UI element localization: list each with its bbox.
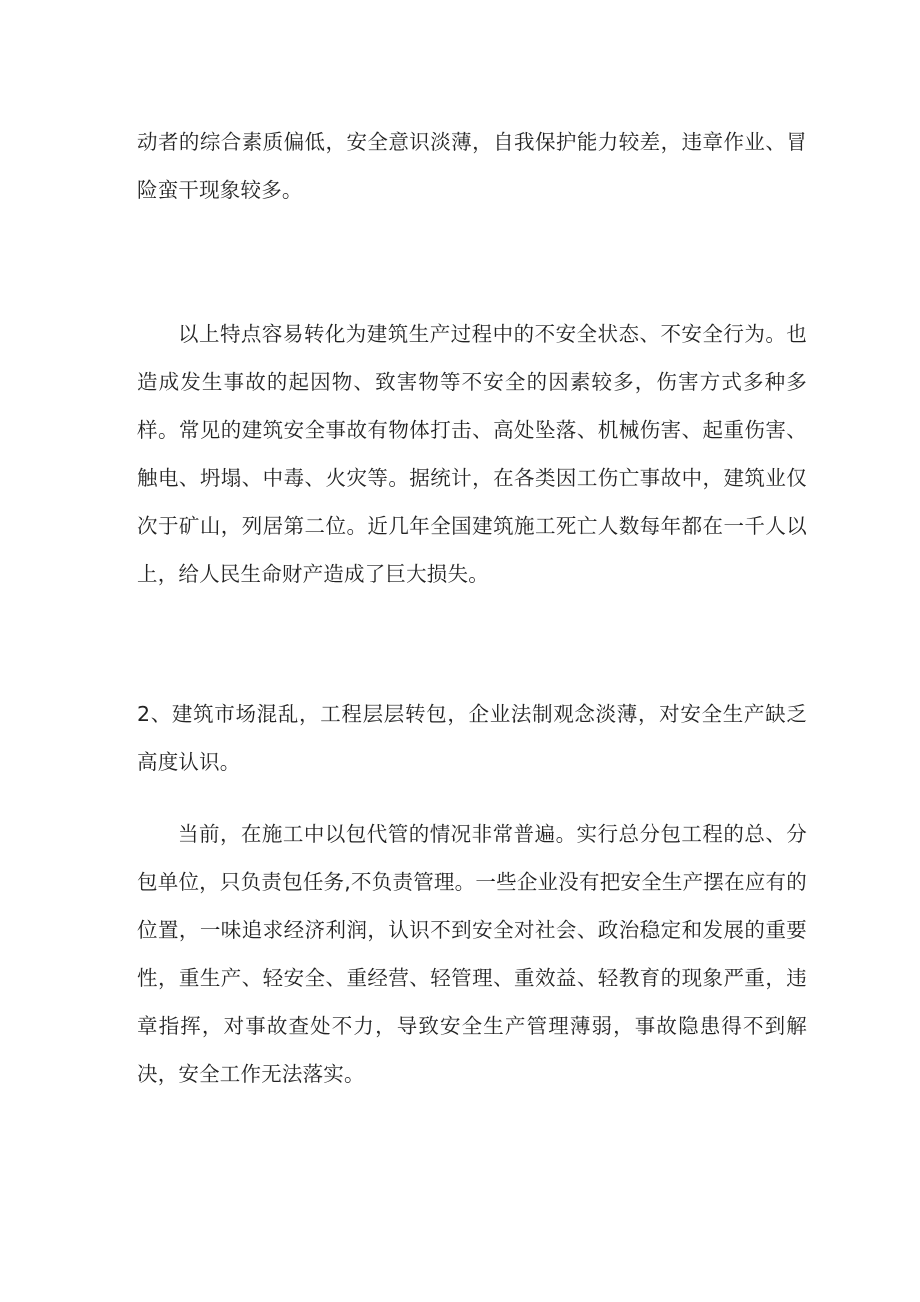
paragraph-accident-characteristics: 以上特点容易转化为建筑生产过程中的不安全状态、不安全行为。也造成发生事故的起因物、致害物等不安全的因素较多，伤害方式多种多样。常见的建筑安全事故有物体打击、高处坠落、机械伤害、起重伤害、触电、坍塌、中毒、火灾等。据统计，在各类因工伤亡事故中，建筑业仅次于矿山，列居第二位。近几年全国建筑施工死亡人数每年都在一千人以上，给人民生命财产造成了巨大损失。	[137, 322, 807, 586]
section-heading-2: 2、建筑市场混乱，工程层层转包，企业法制观念淡薄，对安全生产缺乏高度认识。	[137, 702, 807, 774]
paragraph-continuation: 动者的综合素质偏低，安全意识淡薄，自我保护能力较差，违章作业、冒险蛮干现象较多。	[137, 130, 807, 202]
paragraph-subcontracting: 当前，在施工中以包代管的情况非常普遍。实行总分包工程的总、分包单位，只负责包任务,不负责管理。一些企业没有把安全生产摆在应有的位置，一味追求经济利润，认识不到安全对社会、政治稳定和发展的重要性，重生产、轻安全、重经营、轻管理、重效益、轻教育的现象严重，违章指挥，对事故查处不力，导致安全生产管理薄弱，事故隐患得不到解决，安全工作无法落实。	[137, 822, 807, 1086]
